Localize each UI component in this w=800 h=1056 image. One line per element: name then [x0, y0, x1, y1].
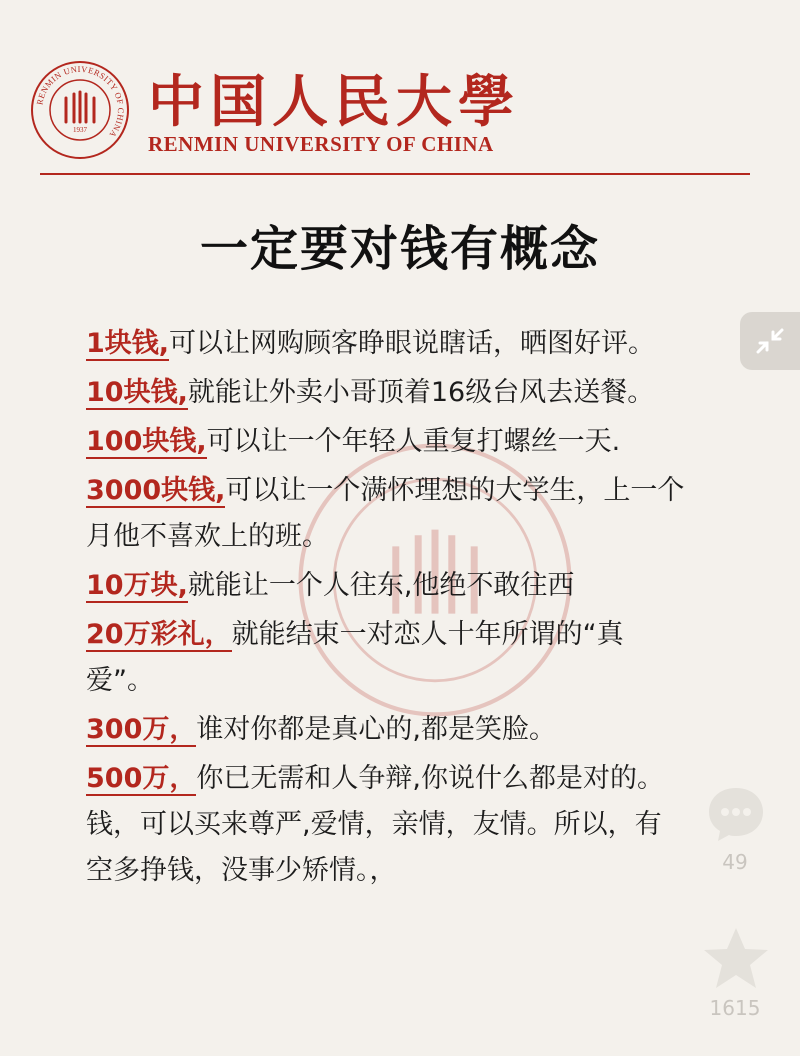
- line-text: 就能让外卖小哥顶着16级台风去送餐。: [187, 377, 655, 408]
- like-count: 1615: [709, 996, 761, 1020]
- header-divider: [40, 173, 750, 175]
- line-text: 就能结束一对恋人十年所谓的“真爱”。: [86, 619, 624, 696]
- university-name-chinese: 中国人民大學: [148, 69, 520, 135]
- line-text: 你已无需和人争辩,你说什么都是对的。钱，可以买来尊严,爱情，亲情，友情。所以，有空多挣钱，没事少矫情。，: [86, 763, 664, 886]
- amount-label: 3000块钱,: [86, 475, 226, 506]
- line-text: 就能让一个人往东,他绝不敢往西: [187, 570, 575, 601]
- money-line-1: [86, 321, 686, 367]
- money-line-3000: [86, 468, 686, 560]
- amount-label: 10块钱,: [86, 377, 188, 408]
- university-seal-logo: [30, 60, 130, 160]
- star-icon[interactable]: [702, 925, 770, 991]
- university-name-english: RENMIN UNIVERSITY OF CHINA: [148, 132, 494, 156]
- money-line-10: [86, 370, 686, 416]
- comment-count: 49: [722, 850, 748, 874]
- money-line-100: [86, 419, 686, 465]
- amount-label: 300万，: [86, 714, 197, 745]
- line-text: 可以让一个年轻人重复打螺丝一天.: [206, 426, 621, 457]
- money-line-5m: [86, 756, 686, 894]
- svg-text:1937: 1937: [73, 126, 87, 134]
- money-line-100k: [86, 563, 686, 609]
- post-body: [86, 321, 686, 897]
- comment-icon[interactable]: [704, 782, 768, 846]
- line-text: 可以让网购顾客睁眼说瞎话，晒图好评。: [169, 328, 656, 359]
- money-line-bride-price: [86, 612, 686, 704]
- post-title: 一定要对钱有概念: [199, 221, 600, 277]
- amount-label: 100块钱,: [86, 426, 207, 457]
- amount-label: 1块钱,: [86, 328, 170, 359]
- line-text: 可以让一个满怀理想的大学生，上一个月他不喜欢上的班。: [86, 475, 685, 552]
- amount-label: 500万，: [86, 763, 197, 794]
- amount-label: 20万彩礼，: [86, 619, 232, 650]
- line-text: 谁对你都是真心的,都是笑脸。: [196, 714, 556, 745]
- collapse-button[interactable]: [740, 312, 800, 370]
- amount-label: 10万块,: [86, 570, 188, 601]
- svg-text:RENMIN UNIVERSITY OF CHINA: RENMIN UNIVERSITY OF CHINA: [34, 63, 127, 140]
- money-line-3m: [86, 707, 686, 753]
- collapse-icon: [754, 326, 786, 356]
